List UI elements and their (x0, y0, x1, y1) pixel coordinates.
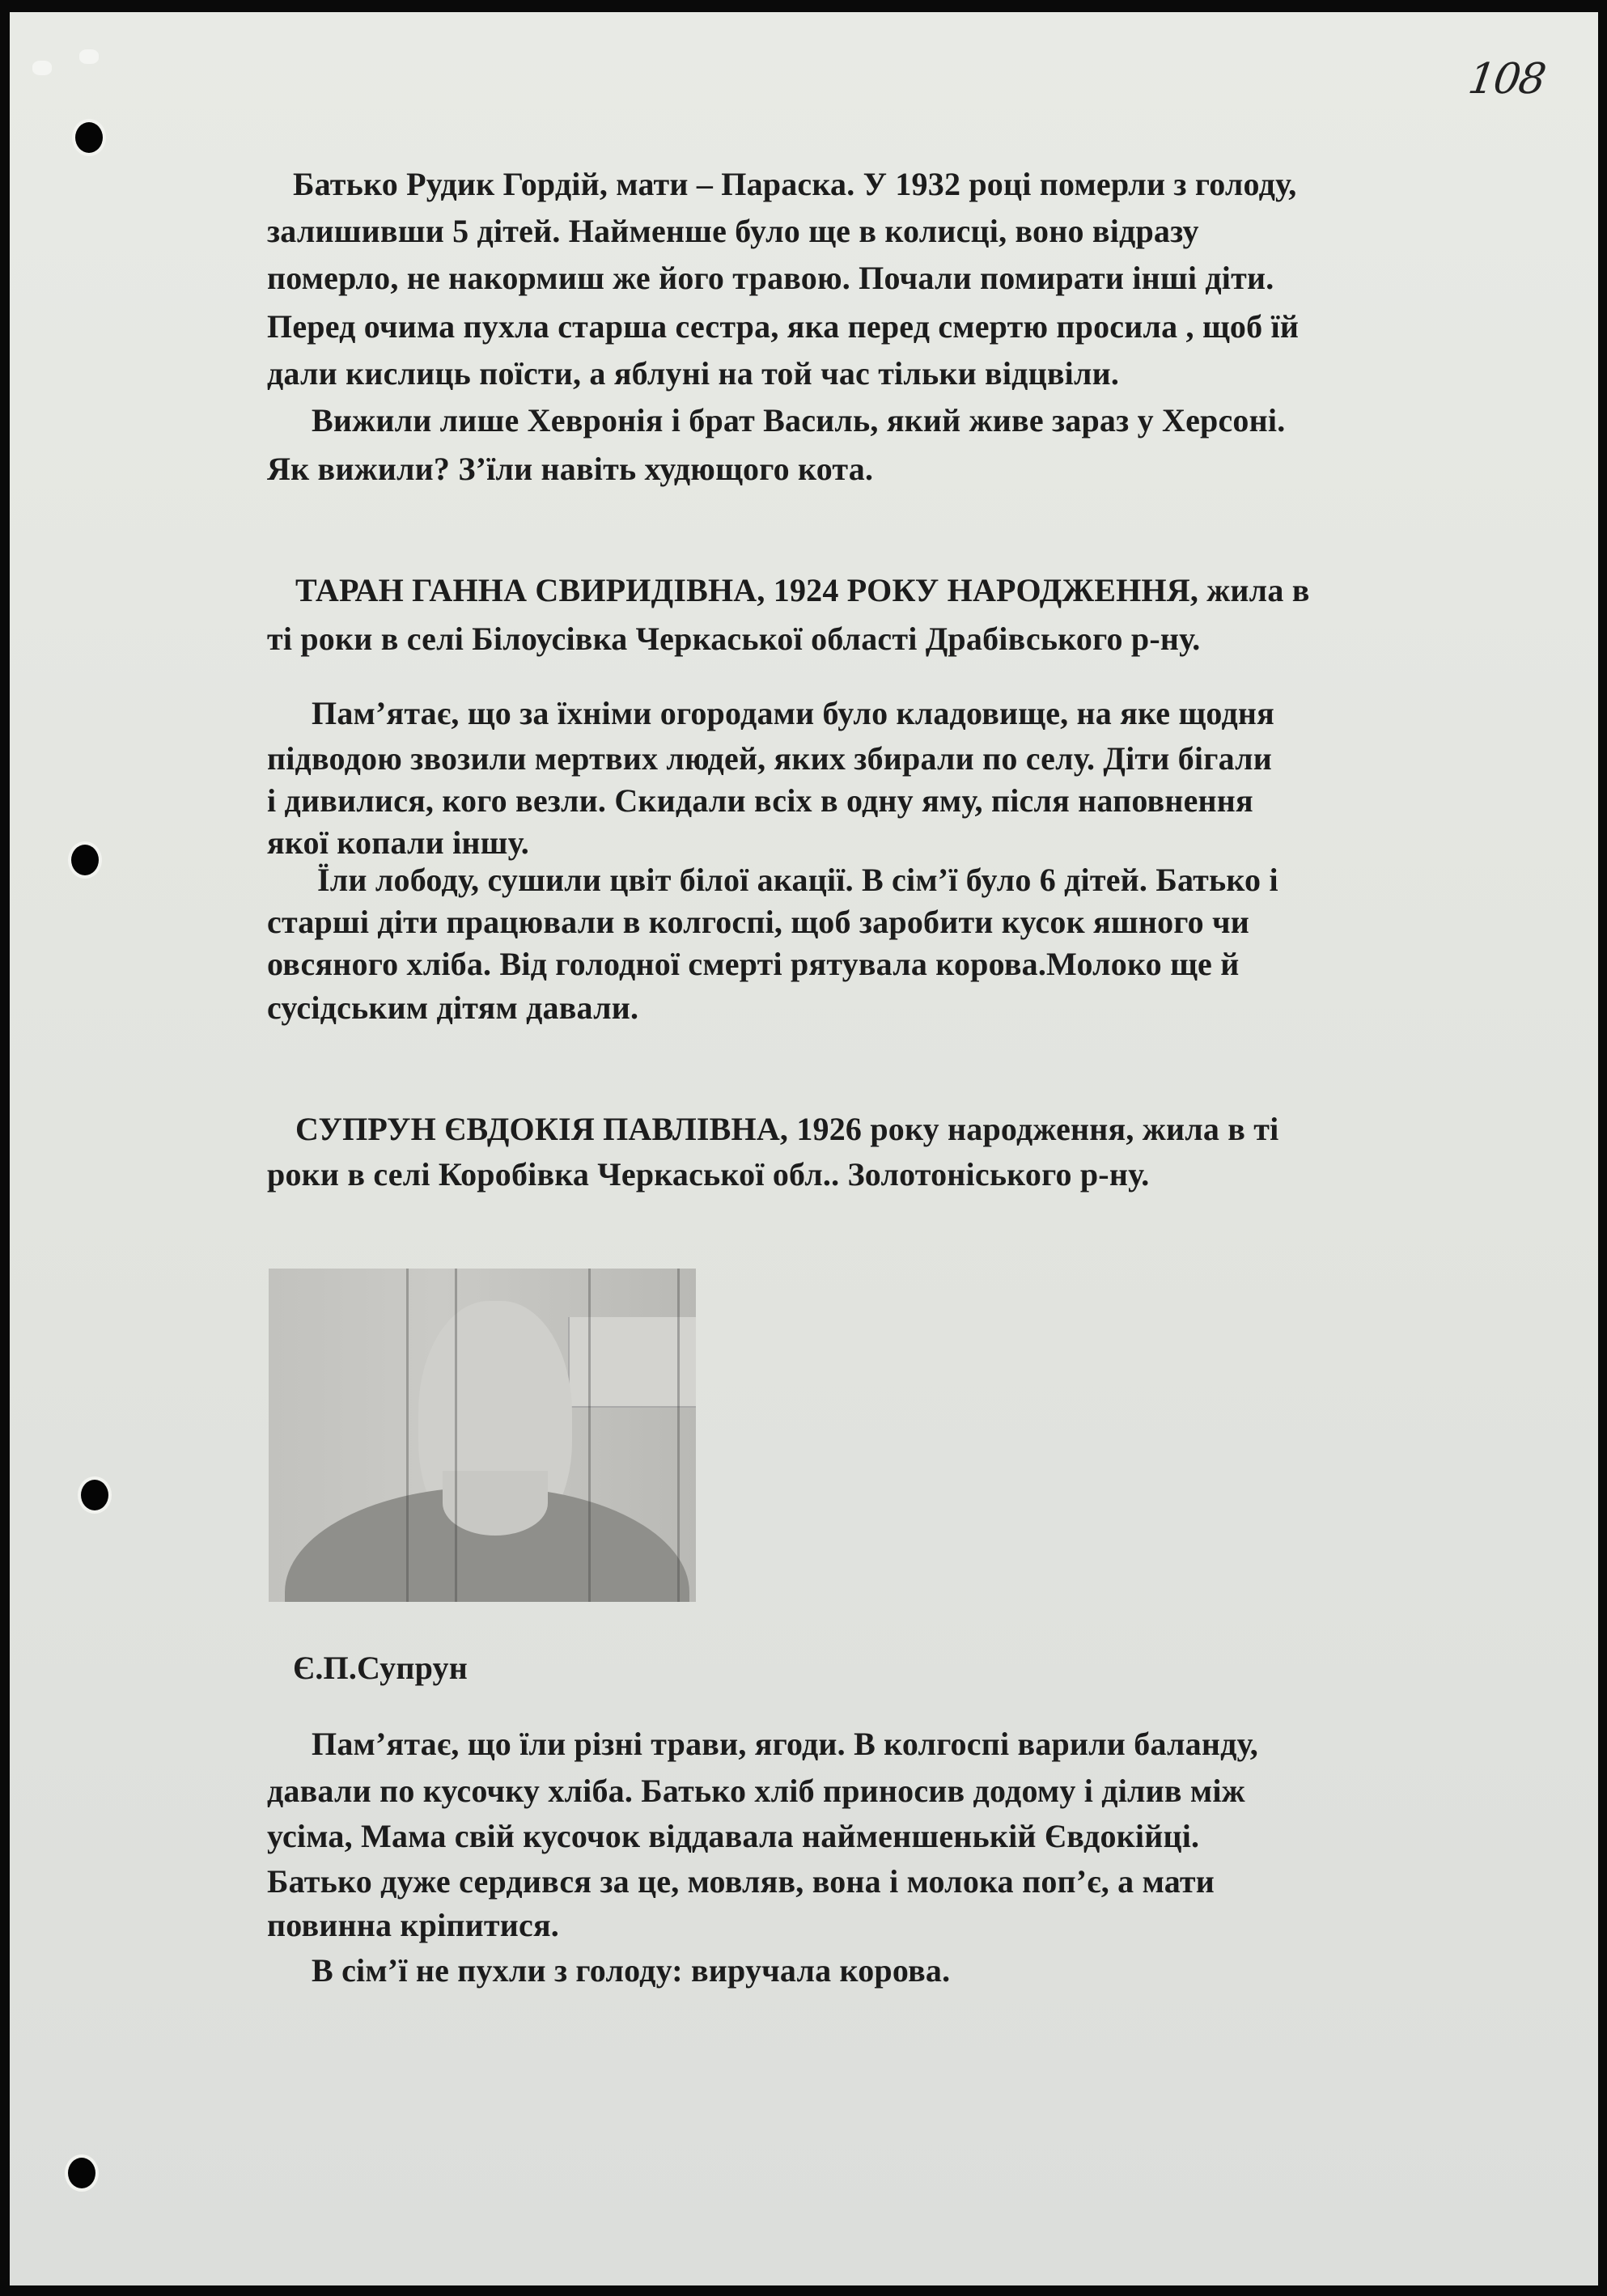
text-line: усіма, Мама свій кусочок віддавала найменшенькій Євдокійці. (267, 1818, 1200, 1854)
text-line: залишивши 5 дітей. Найменше було ще в колисці, воно відразу (267, 213, 1199, 249)
punch-hole (81, 1480, 108, 1510)
paper-mark (79, 49, 99, 64)
text-line: Пам’ятає, що їли різні трави, ягоди. В колгоспі варили баланду, (312, 1726, 1258, 1762)
text-line: В сім’ї не пухли з голоду: виручала корова. (312, 1952, 951, 1989)
document-page (10, 12, 1598, 2285)
punch-hole (68, 2158, 95, 2188)
text-line: овсяного хліба. Від голодної смерті рятувала корова.Молоко ще й (267, 946, 1240, 982)
text-line: давали по кусочку хліба. Батько хліб приносив додому і ділив між (267, 1773, 1245, 1809)
text-line: дали кислиць поїсти, а яблуні на той час тільки відцвіли. (267, 355, 1120, 392)
text-line: старші діти працювали в колгоспі, щоб заробити кусок яшного чи (267, 904, 1250, 940)
text-line: Батько Рудик Гордій, мати – Параска. У 1932 році померли з голоду, (293, 166, 1297, 202)
text-line: і дивилися, кого везли. Скидали всіх в одну яму, після наповнення (267, 782, 1253, 819)
section-heading: ті роки в селі Білоусівка Черкаської області Драбівського р-ну. (267, 621, 1201, 657)
text-line: Батько дуже сердився за це, мовляв, вона і молока поп’є, а мати (267, 1863, 1215, 1900)
handwritten-page-number: 108 (1465, 55, 1548, 104)
text-line: Пам’ятає, що за їхніми огородами було кладовище, на яке щодня (312, 695, 1274, 731)
text-line: Перед очима пухла старша сестра, яка перед смертю просила , щоб їй (267, 308, 1300, 345)
text-line: якої копали іншу. (267, 824, 530, 861)
portrait-photo (269, 1269, 696, 1602)
punch-hole (75, 122, 103, 153)
text-line: повинна кріпитися. (267, 1907, 559, 1943)
section-heading: СУПРУН ЄВДОКІЯ ПАВЛІВНА, 1926 року народження, жила в ті (295, 1111, 1279, 1147)
section-heading: ТАРАН ГАННА СВИРИДІВНА, 1924 РОКУ НАРОДЖЕННЯ, жила в (295, 572, 1310, 608)
text-line: Як вижили? З’їли навіть худющого кота. (267, 451, 874, 487)
text-line: сусідським дітям давали. (267, 989, 639, 1026)
photo-caption: Є.П.Супрун (293, 1650, 468, 1686)
section-heading: роки в селі Коробівка Черкаської обл.. Золотоніського р-ну. (267, 1156, 1150, 1192)
punch-hole (71, 845, 99, 875)
text-line: Їли лободу, сушили цвіт білої акації. В сім’ї було 6 дітей. Батько і (317, 862, 1278, 898)
text-line: Вижили лише Хевронія і брат Василь, який живе зараз у Херсоні. (312, 402, 1286, 438)
text-line: підводою звозили мертвих людей, яких збирали по селу. Діти бігали (267, 740, 1273, 777)
text-line: померло, не накормиш же його травою. Почали помирати інші діти. (267, 260, 1274, 296)
paper-mark (32, 61, 52, 75)
